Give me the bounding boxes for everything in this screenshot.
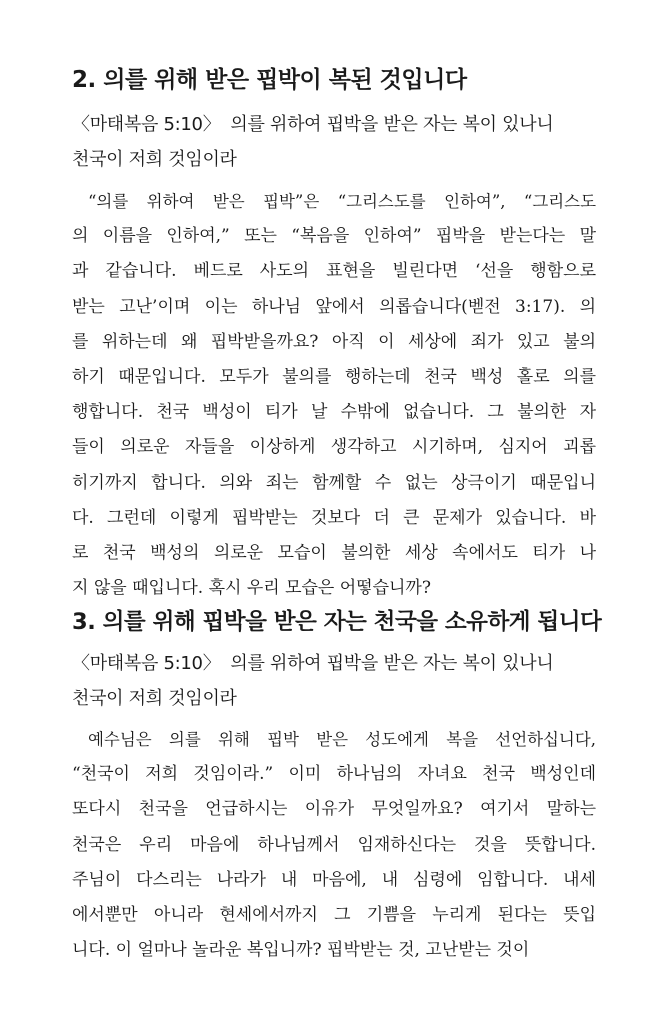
- body-line: 또다시 천국을 언급하시는 이유가 무엇일까요? 여기서 말하는: [72, 799, 596, 820]
- section-2-title: 2. 의를 위해 받은 핍박이 복된 것입니다: [72, 67, 467, 93]
- body-line: 에서뿐만 아니라 현세에서까지 그 기쁨을 누리게 된다는 뜻입: [72, 905, 596, 926]
- section-3-verse-text-line-2: 천국이 저희 것임이라: [72, 688, 237, 709]
- section-2-verse-text-line-1: 의를 위하여 핍박을 받은 자는 복이 있나니: [230, 114, 554, 135]
- body-line: “의를 위하여 받은 핍박”은 “그리스도를 인하여”, “그리스도: [88, 192, 596, 211]
- section-3-verse: [72, 646, 596, 716]
- body-line: 로 천국 백성의 의로운 모습이 불의한 세상 속에서도 티가 나: [72, 543, 596, 564]
- body-line: 의 이름을 인하여,” 또는 “복음을 인하여” 핍박을 받는다는 말: [72, 226, 596, 247]
- body-line: 하기 때문입니다. 모두가 불의를 행하는데 천국 백성 홀로 의를: [72, 367, 596, 388]
- section-3-title: 3. 의를 위해 핍박을 받은 자는 천국을 소유하게 됩니다: [72, 609, 602, 635]
- section-2-verse-text-line-2: 천국이 저희 것임이라: [72, 149, 237, 170]
- body-line: 예수님은 의를 위해 핍박 받은 성도에게 복을 선언하십니다,: [88, 730, 596, 749]
- body-line: 지 않을 때입니다. 혹시 우리 모습은 어떻습니까?: [72, 578, 431, 599]
- body-line: 다. 그런데 이렇게 핍박받는 것보다 더 큰 문제가 있습니다. 바: [72, 507, 596, 528]
- section-3-verse-text-line-1: 의를 위하여 핍박을 받은 자는 복이 있나니: [230, 653, 554, 674]
- body-line: 니다. 이 얼마나 놀라운 복입니까? 핍박받는 것, 고난받는 것이: [72, 940, 530, 961]
- body-line: 행합니다. 천국 백성이 티가 날 수밖에 없습니다. 그 불의한 자: [72, 402, 596, 423]
- section-2-body: [72, 184, 596, 606]
- section-2-verse-reference: 〈마태복음 5:10〉: [72, 114, 221, 135]
- body-line: 들이 의로운 자들을 이상하게 생각하고 시기하며, 심지어 괴롭: [72, 437, 596, 458]
- body-line: 를 위하는데 왜 핍박받을까요? 아직 이 세상에 죄가 있고 불의: [72, 331, 596, 352]
- body-line: 과 같습니다. 베드로 사도의 표현을 빌린다면 ‘선을 행함으로: [72, 261, 596, 282]
- body-line: “천국이 저희 것임이라.” 이미 하나님의 자녀요 천국 백성인데: [72, 764, 596, 785]
- body-line: 히기까지 합니다. 의와 죄는 함께할 수 없는 상극이기 때문입니: [72, 472, 596, 493]
- body-line: 주님이 다스리는 나라가 내 마음에, 내 심령에 임합니다. 내세: [72, 869, 596, 890]
- section-2-verse: [72, 107, 596, 177]
- section-3-verse-reference: 〈마태복음 5:10〉: [72, 653, 221, 674]
- section-3-body: [72, 722, 596, 968]
- body-line: 천국은 우리 마음에 하나님께서 임재하신다는 것을 뜻합니다.: [72, 834, 596, 855]
- body-line: 받는 고난’이며 이는 하나님 앞에서 의롭습니다(벧전 3:17). 의: [72, 296, 596, 317]
